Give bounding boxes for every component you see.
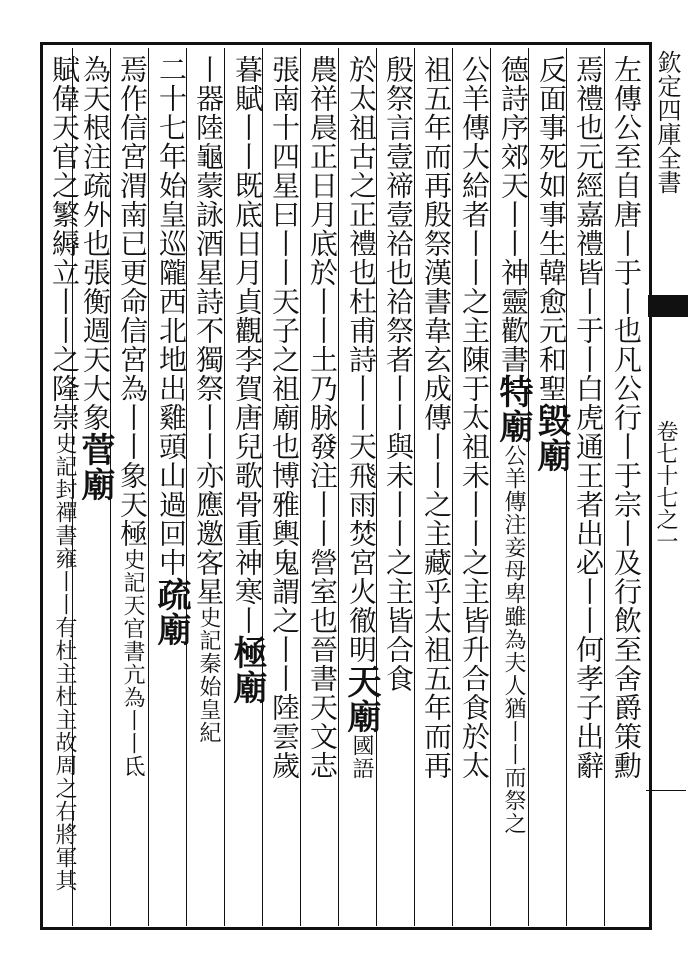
text-column: [494, 55, 532, 835]
text-column: 左傳公至自唐丨于丨也凡公行丨于宗丨及行飲至舍爵策勳: [610, 55, 643, 780]
text-run: 焉作信宮渭南已更命信宮為丨丨象天極: [116, 55, 149, 548]
text-run: 於太祖古之正禮也杜甫詩丨丨天飛雨焚宮火徹明: [345, 55, 378, 664]
heading-tian-miao: 天廟: [341, 664, 381, 734]
heading-note: 史記秦始皇紀: [196, 606, 221, 744]
heading-ji-miao: 極廟: [227, 635, 267, 705]
heading-te-miao: 特廟: [493, 374, 533, 444]
text-run: 賦偉天官之繁縟立丨丨之隆崇: [48, 55, 81, 432]
heading-note: 史記天官書亢為丨丨氐: [120, 548, 145, 778]
text-column: 農祥晨正日月底於丨丨土乃脉發注丨丨營室也晉書天文志: [306, 55, 339, 780]
text-column: [532, 55, 570, 473]
text-column: 祖五年而再殷祭漢書韋玄成傳丨丨之主藏乎太祖五年而再: [420, 55, 453, 780]
text-column: [228, 55, 266, 705]
volume-label: 卷七十七之一: [653, 420, 678, 552]
margin-divider: [646, 790, 686, 791]
text-column: 焉禮也元經嘉禮皆丨于丨白虎通王者出必丨丨何孝子出辭: [572, 55, 605, 780]
heading-hui-miao: 毀廟: [531, 403, 571, 473]
text-column: [190, 55, 226, 744]
book-title: 欽定四庫全書: [653, 50, 681, 194]
heading-guan-miao: 菅廟: [75, 432, 115, 502]
text-run: 為天根注疏外也張衡週天大象: [79, 55, 112, 432]
text-column: [342, 55, 380, 780]
heading-shu-miao: 疏廟: [151, 577, 191, 647]
text-run: 反面事死如事生韓愈元和聖: [535, 55, 568, 403]
text-run: 丨器陸龜蒙詠酒星詩不獨祭丨丨亦應邀客星: [192, 55, 225, 606]
text-column: 公羊傳大給者丨丨之主陳于太祖未丨丨之主皆升合食於太: [458, 55, 491, 780]
text-column: [152, 55, 190, 647]
heading-note: 公羊傳注妾母卑雖為夫人猶丨丨而祭之: [501, 444, 526, 835]
heading-note: 國語: [349, 734, 374, 780]
text-run: 二十七年始皇巡隴西北地出雞頭山過回中: [155, 55, 188, 577]
fish-tail-mark: [648, 295, 688, 317]
text-column: 殷祭言壹禘壹祫也祫祭者丨丨與未丨丨之主皆合食: [382, 55, 415, 693]
text-run: 德詩序郊天丨丨神靈歡書: [497, 55, 530, 374]
heading-note: 史記封禪書雍丨丨有杜主杜主故周之右將軍其: [52, 432, 77, 892]
text-column: 張南十四星曰丨丨天子之祖廟也博雅輿鬼謂之丨丨陸雲歲: [268, 55, 301, 780]
text-column: [114, 55, 150, 778]
text-column: [46, 55, 82, 892]
text-run: 暮賦丨丨既底日月貞觀李賀唐兒歌骨重神寒丨: [231, 55, 264, 635]
